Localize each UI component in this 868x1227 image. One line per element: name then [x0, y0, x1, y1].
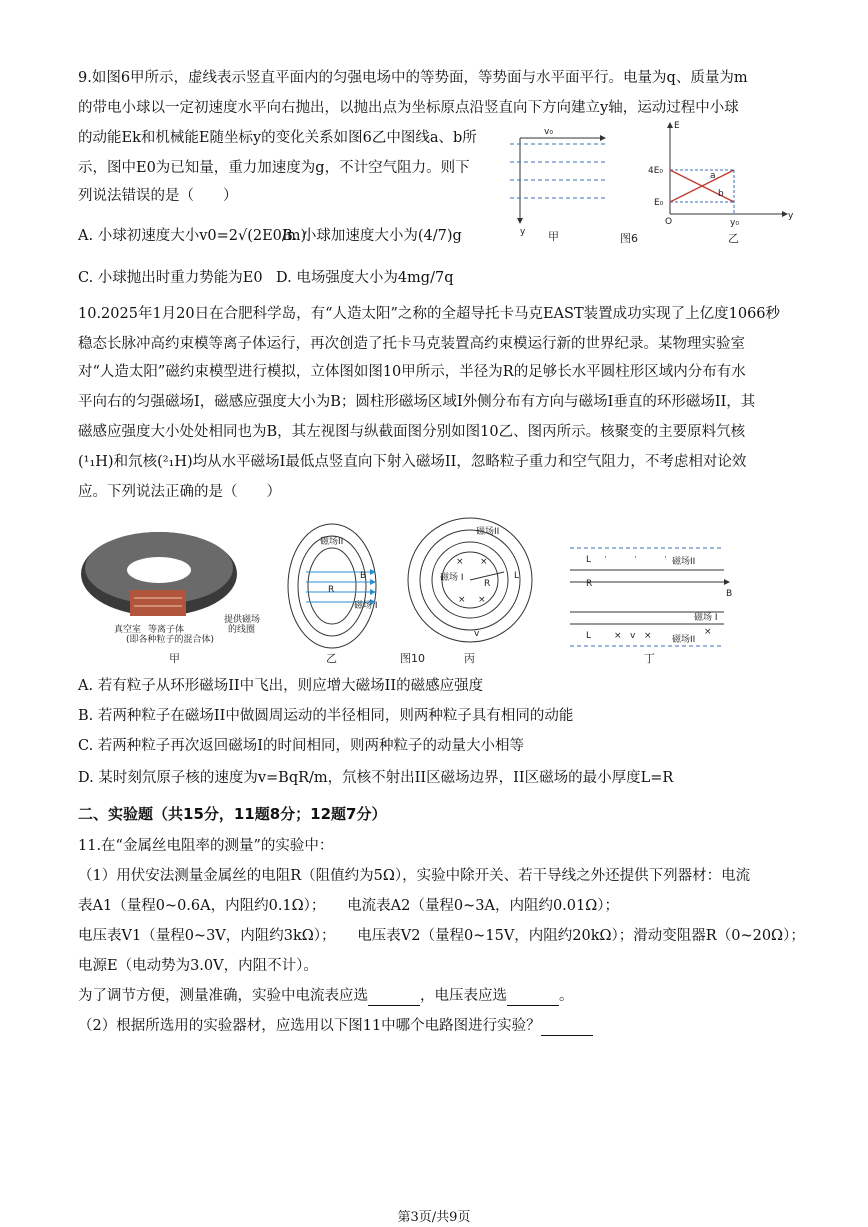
answer-blank-ammeter[interactable]: [368, 991, 420, 1006]
q11-line7-text: （2）根据所选用的实验器材，应选用以下图11中哪个电路图进行实验？: [78, 1018, 541, 1034]
label-R-bing: R: [484, 579, 491, 589]
q11-line2: （1）用伏安法测量金属丝的电阻R（阻值约为5Ω），实验中除开关、若干导线之外还提供下列器材：电流: [78, 868, 751, 884]
q10-line6: (¹₁H)和氘核(²₁H)均从水平磁场I最低点竖直向下射入磁场II，忽略粒子重力和空气阻力，不考虑相对论效: [78, 454, 747, 470]
fig6-title: 图6: [620, 232, 638, 245]
q9-option-c: C. 小球抛出时重力势能为E0: [78, 270, 263, 286]
q10-option-b: B. 若两种粒子在磁场II中做圆周运动的半径相同，则两种粒子具有相同的动能: [78, 708, 574, 724]
q10-option-a: A. 若有粒子从环形磁场II中飞出，则应增大磁场II的磁感应强度: [78, 678, 484, 694]
q11-line5: 电源E（电动势为3.0V，内阻不计）。: [78, 958, 318, 974]
label-field2-ding-bottom: 磁场II: [672, 635, 696, 645]
figure-6-jia: [510, 127, 606, 243]
q11-line4: 电压表V1（量程0~3V，内阻约3kΩ）； 电压表V2（量程0~15V，内阻约20kΩ）；滑动变阻器R（0~20Ω）；: [78, 928, 805, 944]
label-y0: y₀: [730, 218, 739, 228]
label-E: E: [674, 121, 680, 131]
plasma-cutaway: [130, 590, 186, 616]
q10-line3: 对“人造太阳”磁约束模型进行模拟，立体图如图10甲所示，半径为R的足够长水平圆柱形区域内分布有水: [78, 364, 746, 380]
fig10-label-bing: 丙: [464, 652, 475, 665]
label-E0: E₀: [654, 198, 664, 208]
figure-10-jia-torus: [81, 532, 260, 665]
fig10-label-ding: 丁: [644, 652, 655, 665]
label-v0: v₀: [544, 127, 553, 137]
svg-text:·: ·: [634, 553, 637, 563]
svg-text:×: ×: [478, 595, 486, 605]
label-v-ding: v: [630, 631, 636, 641]
q9-option-d: D. 电场强度大小为4mg/7q: [276, 270, 454, 286]
q11-line7: [78, 1016, 593, 1036]
label-R-ding: R: [586, 579, 593, 589]
label-y-jia: y: [520, 227, 526, 237]
svg-text:×: ×: [614, 631, 622, 641]
figure-6: [500, 118, 800, 248]
label-field2-yi: 磁场II: [320, 537, 344, 547]
q9-option-a: A. 小球初速度大小v0=2√(2E0/m): [78, 228, 307, 244]
q10-line2: 稳态长脉冲高约束模等离子体运行，再次创造了托卡马克装置高约束模运行新的世界纪录。某物理实验室: [78, 336, 745, 352]
label-R-yi: R: [328, 585, 335, 595]
q10-line5: 磁感应强度大小处处相同也为B，其左视图与纵截面图分别如图10乙、图丙所示。核聚变的主要原料氕核: [78, 424, 746, 440]
fig10-label-yi: 乙: [326, 652, 337, 665]
q10-line4: 平向右的匀强磁场I，磁感应强度大小为B；圆柱形磁场区域I外侧分布有方向与磁场I垂直的环形磁场II，其: [78, 394, 756, 410]
figure-10: [74, 516, 754, 668]
svg-text:×: ×: [456, 557, 464, 567]
q9-line3: 的动能Ek和机械能E随坐标y的变化关系如图6乙中图线a、b所: [78, 130, 477, 146]
label-field2-bing: 磁场II: [476, 527, 500, 537]
figure-10-ding: [570, 548, 732, 665]
q10-line7: 应。下列说法正确的是（ ）: [78, 484, 281, 500]
figure-6-yi: [620, 121, 794, 245]
svg-text:×: ×: [458, 595, 466, 605]
label-b: b: [718, 189, 724, 199]
label-field1-bing: 磁场 I: [440, 573, 464, 583]
label-coil: 提供磁场: [224, 615, 261, 625]
q11-line6-text-c: 。: [559, 988, 574, 1004]
figure-10-yi: [288, 524, 378, 665]
q9-line1: 9.如图6甲所示，虚线表示竖直平面内的匀强电场中的等势面，等势面与水平面平行。电量为q、质量为m: [78, 70, 748, 86]
q9-line5: 列说法错误的是（ ）: [78, 188, 238, 204]
fig10-label-jia: 甲: [169, 652, 180, 665]
fig6-label-jia: 甲: [548, 230, 559, 243]
label-plasma-note: (即各种粒子的混合体): [126, 635, 215, 645]
label-B-yi: B: [360, 571, 367, 581]
q9-line2: 的带电小球以一定初速度水平向右抛出，以抛出点为坐标原点沿竖直向下方向建立y轴，运动过程中小球: [78, 100, 739, 116]
label-vacuum: 真空室: [114, 625, 142, 635]
label-field1-ding: 磁场 I: [694, 613, 718, 623]
label-B-ding: B: [726, 589, 733, 599]
q11-line1: 11.在“金属丝电阻率的测量”的实验中：: [78, 838, 334, 854]
label-4E0: 4E₀: [648, 166, 664, 176]
q10-line1: 10.2025年1月20日在合肥科学岛，有“人造太阳”之称的全超导托卡马克EAST装置成功实现了上亿度1066秒: [78, 306, 781, 322]
label-field2-ding-top: 磁场II: [672, 557, 696, 567]
label-v-bing: v: [474, 629, 480, 639]
q9-option-b: B. 小球加速度大小为(4/7)g: [282, 228, 462, 244]
label-O: O: [665, 217, 673, 227]
label-y-yi: y: [788, 211, 794, 221]
section-heading: 二、实验题（共15分，11题8分；12题7分）: [78, 805, 387, 823]
label-a: a: [710, 171, 716, 181]
q11-line3: 表A1（量程0~0.6A，内阻约0.1Ω）； 电流表A2（量程0~3A，内阻约0.01Ω）；: [78, 898, 620, 914]
label-coil-2: 的线圈: [228, 625, 256, 635]
q11-line6: [78, 986, 574, 1006]
fig6-label-yi: 乙: [728, 232, 739, 245]
answer-blank-voltmeter[interactable]: [507, 991, 559, 1006]
figure-10-bing: [400, 518, 532, 665]
label-L-bing: L: [514, 571, 520, 581]
svg-text:·: ·: [664, 553, 667, 563]
q11-line6-text-b: ，电压表应选: [420, 988, 507, 1004]
q10-option-c: C. 若两种粒子再次返回磁场I的时间相同，则两种粒子的动量大小相等: [78, 738, 525, 754]
q9-line4: 示，图中E0为已知量，重力加速度为g，不计空气阻力。则下: [78, 160, 470, 176]
svg-text:·: ·: [604, 553, 607, 563]
label-plasma: 等离子体: [148, 625, 185, 635]
svg-text:×: ×: [480, 557, 488, 567]
label-L-ding-bottom: L: [586, 631, 592, 641]
svg-text:×: ×: [704, 627, 712, 637]
q10-option-d: D. 某时刻氘原子核的速度为v=BqR/m，氘核不射出II区磁场边界，II区磁场的最小厚度L=R: [78, 770, 674, 786]
answer-blank-circuit[interactable]: [541, 1021, 593, 1036]
q11-line6-text-a: 为了调节方便，测量准确，实验中电流表应选: [78, 988, 368, 1004]
svg-text:×: ×: [644, 631, 652, 641]
fig10-title: 图10: [400, 652, 425, 665]
label-field1-yi: 磁场 I: [354, 601, 378, 611]
label-L-ding-top: L: [586, 555, 592, 565]
page-footer: 第3页/共9页: [397, 1210, 471, 1225]
